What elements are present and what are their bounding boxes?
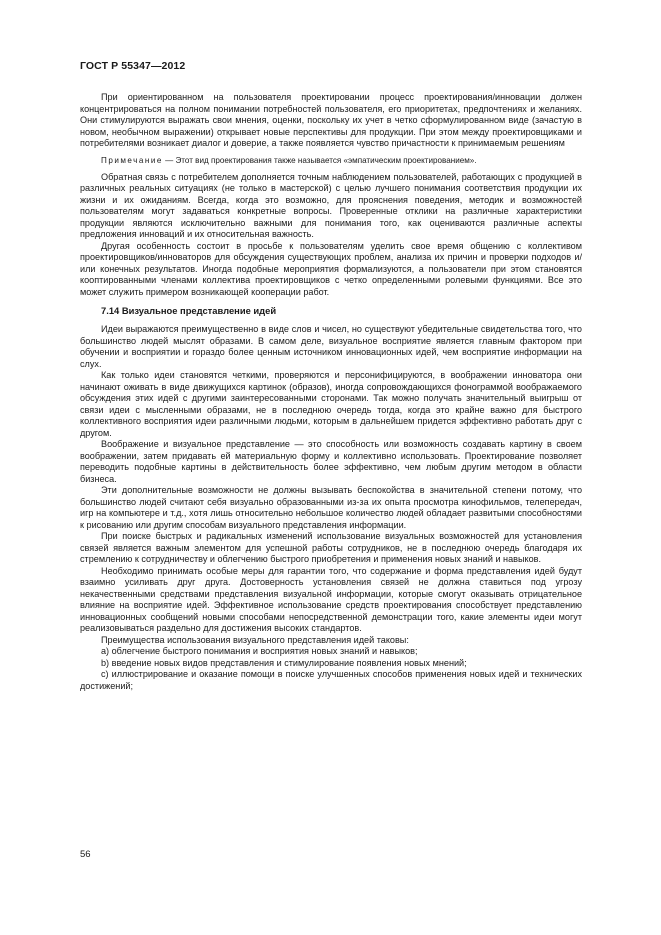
page-number: 56	[80, 849, 91, 860]
paragraph: Преимущества использования визуального представления идей таковы:	[101, 634, 409, 645]
section-title: 7.14 Визуальное представление идей	[101, 305, 277, 316]
note-label: Примечание	[101, 155, 163, 165]
paragraph: Воображение и визуальное представление — это способность или возможность создавать картину в своем воображении, затем придавать ей материальную форму и коллективно использовать. Проектирование позволяет переводить подобные картины в действительность более эффективно, чем любым другим методом в области бизнеса.	[80, 439, 582, 484]
note	[80, 155, 582, 166]
paragraph: Как только идеи становятся четкими, проверяются и персонифицируются, в воображении инноватора они начинают оживать в виде движущихся картинок (образов), иногда сопровождающихся фонограммой воображаемого обсуждения этих идей с другими заинтересованными сторонами. Так можно получать значительный выигрыш от связи идеи с мысленными образами, не в последнюю очередь тогда, когда это крайне важно для быстрого коллективного восприятия идеи различными людьми, которым в дальнейшем придется эффективно работать друг с другом.	[80, 370, 582, 438]
page-content	[80, 92, 582, 692]
list-item: b) введение новых видов представления и стимулирование появления новых мнений;	[101, 657, 467, 668]
list-item: а) облегчение быстрого понимания и восприятия новых знаний и навыков;	[101, 646, 418, 656]
paragraph: При ориентированном на пользователя проектировании процесс проектирования/инновации должен концентрироваться на полном понимании потребностей пользователя, его приоритетах, предпочтениях и желаниях. Они стимулируются выражать свои мнения, оценки, поскольку их учет в четко сформулированном виде (зачастую в новом, необычном выражении) открывает новые перспективы для продукции. При этом между проектировщиками и потребителями возникает диалог и доверие, а также появляется чувство причастности к принимаемым решениям	[80, 92, 582, 148]
paragraph: Другая особенность состоит в просьбе к пользователям уделить свое время общению с коллективом проектировщиков/инноваторов для обсуждения существующих проблем, анализа их причин и проверки подходов и/или конечных результатов. Иногда подобные мероприятия формализуются, а пользователи при этом становятся кооптированными членами коллектива проектировщиков с четко определенными ролевыми функциями. Все это может служить примером возникающей кооперации работ.	[80, 240, 582, 297]
paragraph: Эти дополнительные возможности не должны вызывать беспокойства в значительной степени потому, что большинство людей считают себя визуально образованными из-за их опыта просмотра кинофильмов, телепередач, игр на компьютере и т.д., хотя лишь относительно небольшое количество людей обладает развитыми способностями к рисованию или другим способам визуального представления информации.	[80, 485, 582, 530]
document-code: ГОСТ Р 55347—2012	[80, 60, 186, 72]
note-text: — Этот вид проектирования также называется «эмпатическим проектированием».	[162, 155, 477, 165]
paragraph: Обратная связь с потребителем дополняется точным наблюдением пользователей, работающих с продукцией в различных реальных ситуациях (не только в мастерской) с целью лучшего понимания соответствия продукции их жизни и их ожиданиям. Всегда, когда это возможно, для прояснения поведения, методик и возможностей пользователям могут задаваться конкретные вопросы. Проверенные отклики на различные характеристики продукции являются исключительно важными для понимания того, как оцениваются различные аспекты предложения инноваций и их относительная важность.	[80, 171, 582, 239]
paragraph: Необходимо принимать особые меры для гарантии того, что содержание и форма представления идей будут взаимно усиливать друг друга. Достоверность установления связей не должна ставиться под угрозу некачественными средствами представления визуальной информации, которые смогут оказывать отрицательное влияние на восприятие идей. Эффективное использование средств проектирования способствует представлению инновационных сообщений новыми способами непосредственной демонстрации того, какие элементы идеи могут реализовываться раздельно для достижения высоких стандартов.	[80, 565, 582, 633]
list-item: с) иллюстрирование и оказание помощи в поиске улучшенных способов применения новых идей и технических достижений;	[80, 669, 582, 691]
paragraph: Идеи выражаются преимущественно в виде слов и чисел, но существуют убедительные свидетельства того, что большинство людей мыслят образами. В самом деле, визуальное восприятие является главным фактором при обучении и восприятии и гораздо более ценным источником инновационных идей, чем восприятие информации на слух.	[80, 324, 582, 369]
paragraph: При поиске быстрых и радикальных изменений использование визуальных возможностей для установления связей является важным элементом для успешной работы сотрудников, не в последнюю очередь благодаря их стремлению к сотрудничеству и облегчению быстрого приобретения и применения новых знаний и навыков.	[80, 531, 582, 564]
